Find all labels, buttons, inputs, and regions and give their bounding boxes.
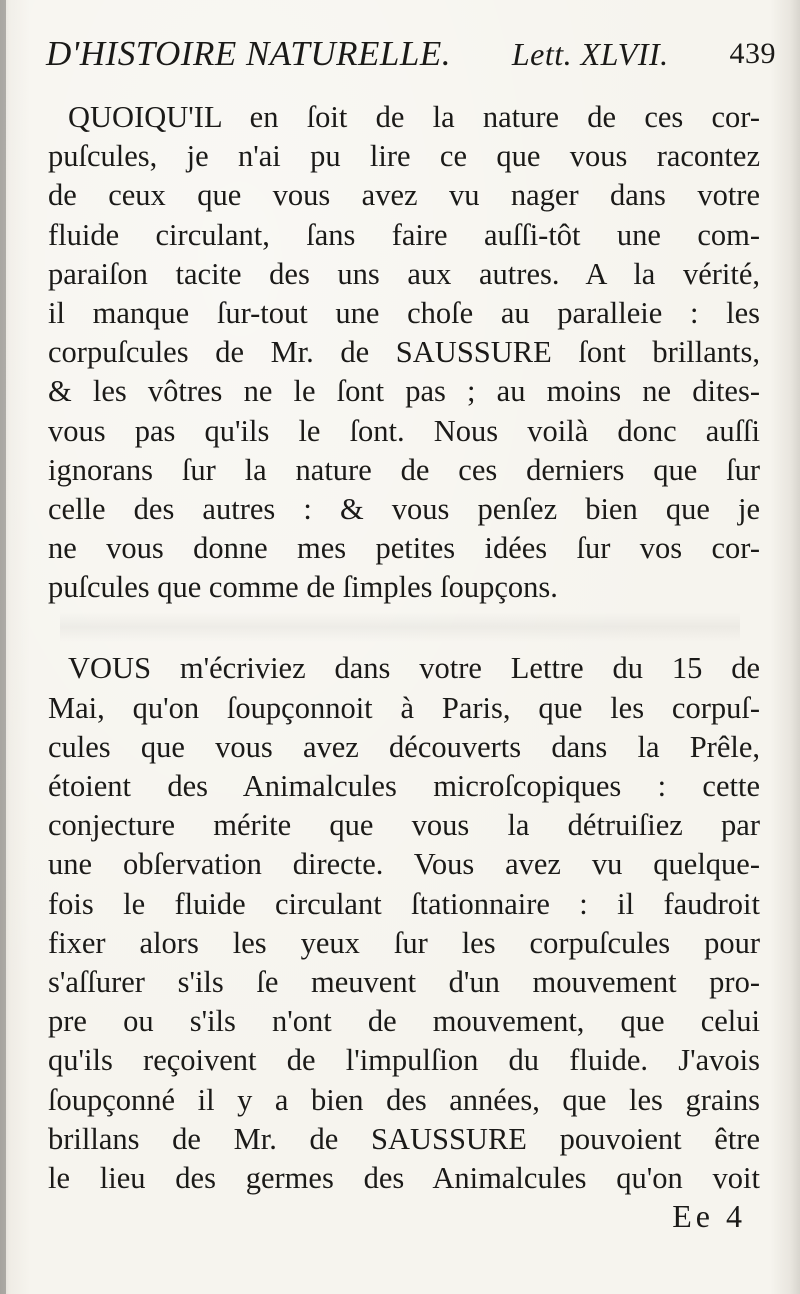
text-line: ne vous donne mes petites idées ſur vos cor- <box>48 531 760 566</box>
text-line: puſcules que comme de ſimples ſoupçons. <box>48 570 558 605</box>
running-head <box>46 30 776 78</box>
text-line: celle des autres : & vous penſez bien que je <box>48 491 760 526</box>
text-line: qu'ils reçoivent de l'impulſion du fluide. J'avois <box>48 1043 760 1078</box>
paragraph-1 <box>48 98 760 607</box>
text-line: fluide circulant, ſans faire auſſi-tôt une com- <box>48 217 760 252</box>
running-head-letter: Lett. XLVII. <box>511 36 669 72</box>
body-text <box>48 98 760 1198</box>
text-line: conjecture mérite que vous la détruiſiez par <box>48 808 760 843</box>
text-line: il manque ſur-tout une choſe au paralleie : les <box>48 295 760 330</box>
text-line: fixer alors les yeux ſur les corpuſcules pour <box>48 925 760 960</box>
text-line: corpuſcules de Mr. de SAUSSURE ſont brillants, <box>48 335 760 370</box>
page-number: 439 <box>729 37 776 70</box>
text-line: une obſervation directe. Vous avez vu quelque- <box>48 847 760 882</box>
text-line: s'aſſurer s'ils ſe meuvent d'un mouvement pro- <box>48 964 760 999</box>
text-line: Mai, qu'on ſoupçonnoit à Paris, que les corpuſ- <box>48 690 760 725</box>
text-line: étoient des Animalcules microſcopiques : cette <box>48 769 760 803</box>
page-gutter-shadow <box>0 0 6 1294</box>
text-line: pre ou s'ils n'ont de mouvement, que celui <box>48 1004 760 1039</box>
text-line: paraiſon tacite des uns aux autres. A la vérité, <box>48 256 760 291</box>
text-line: ignorans ſur la nature de ces derniers que ſur <box>48 452 760 487</box>
text-line: & les vôtres ne le ſont pas ; au moins ne dites- <box>48 374 760 409</box>
text-line: le lieu des germes des Animalcules qu'on voit <box>48 1160 760 1195</box>
text-line: VOUS m'écriviez dans votre Lettre du 15 de <box>68 651 760 686</box>
text-line: de ceux que vous avez vu nager dans votre <box>48 178 760 213</box>
text-line: cules que vous avez découverts dans la Prêle, <box>48 729 760 764</box>
text-line: QUOIQU'IL en ſoit de la nature de ces cor- <box>68 100 760 134</box>
text-line: ſoupçonné il y a bien des années, que les grains <box>48 1082 760 1117</box>
paragraph-2 <box>48 649 760 1198</box>
text-line: puſcules, je n'ai pu lire ce que vous racontez <box>48 139 760 174</box>
running-head-title: D'HISTOIRE NATURELLE. <box>46 34 451 73</box>
signature-catchword: Ee 4 <box>672 1198 746 1234</box>
text-line: fois le fluide circulant ſtationnaire : il faudroit <box>48 886 760 921</box>
text-line: vous pas qu'ils le ſont. Nous voilà donc auſſi <box>48 413 760 448</box>
text-line: brillans de Mr. de SAUSSURE pouvoient être <box>48 1121 760 1156</box>
